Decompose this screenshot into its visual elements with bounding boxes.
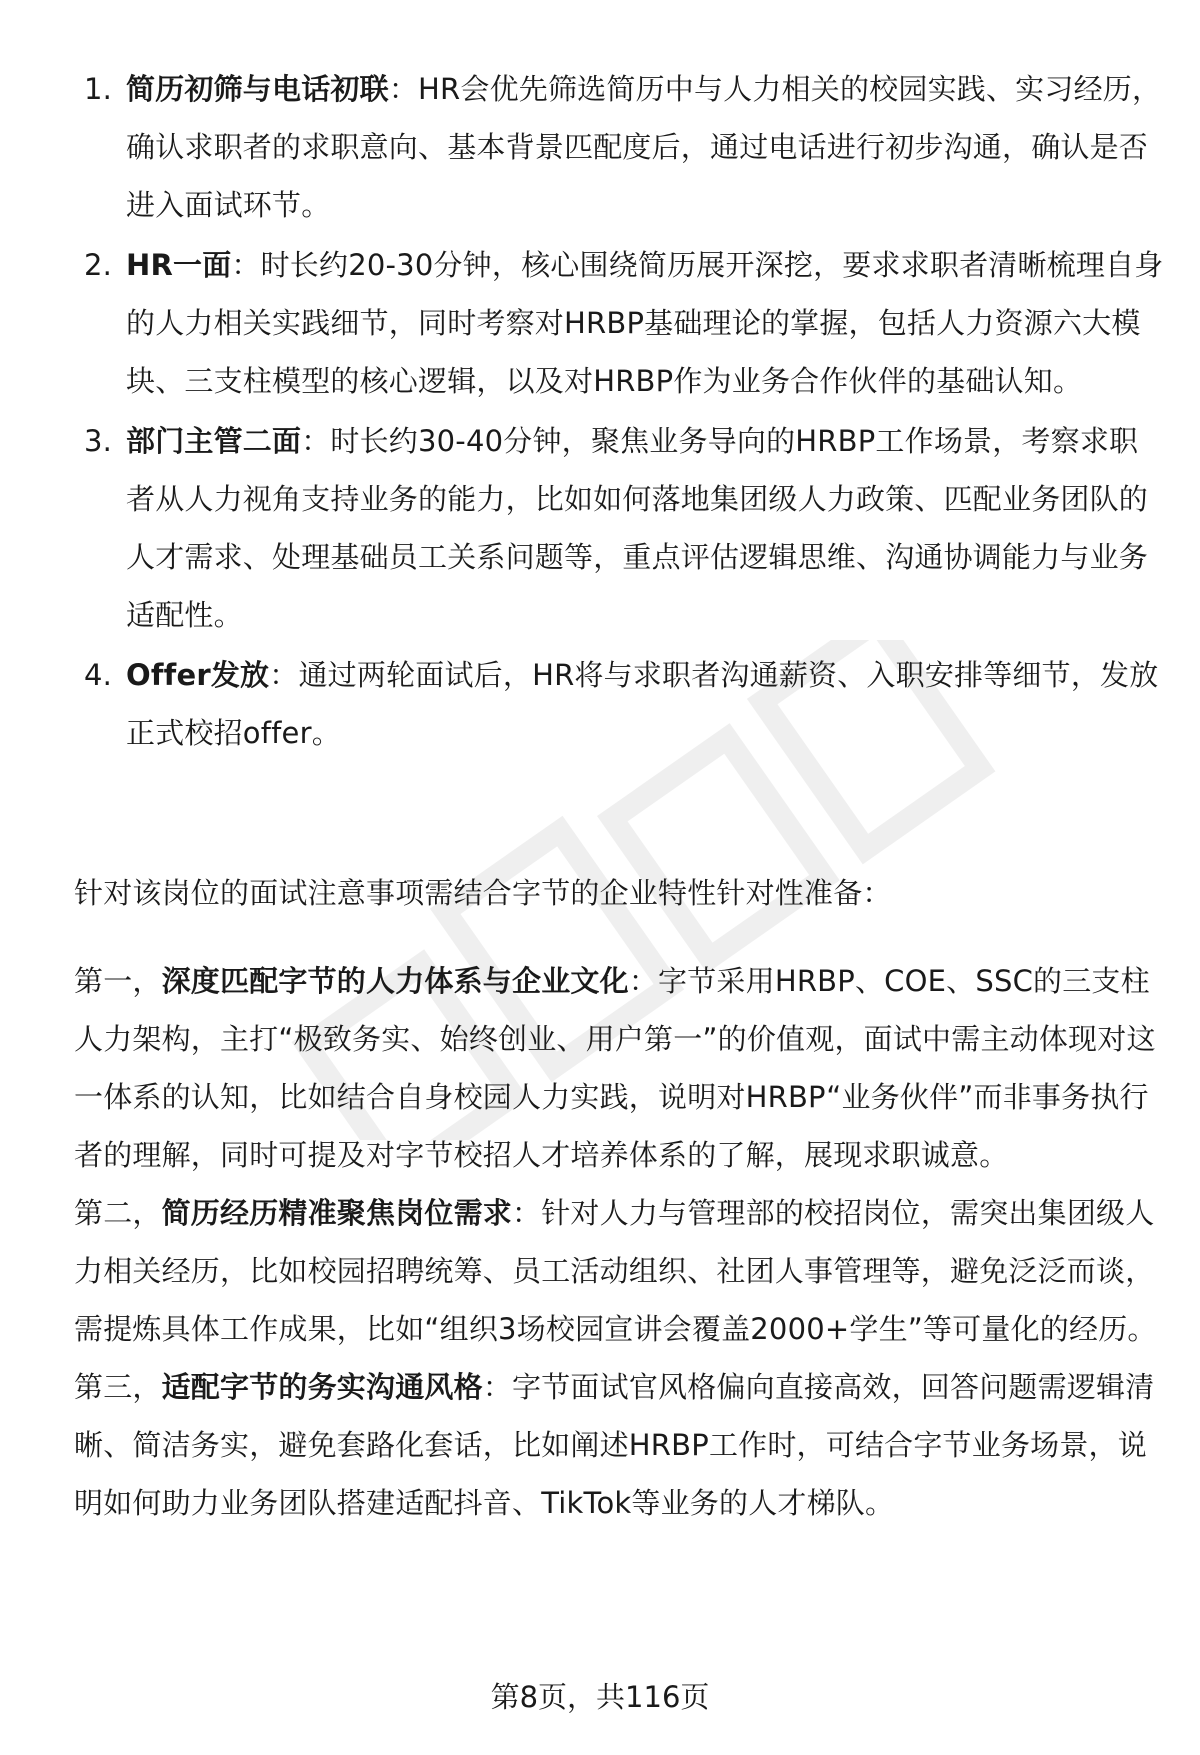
tip-paragraph — [74, 952, 1164, 1184]
step-title: 简历初筛与电话初联 — [126, 72, 389, 106]
step-title: 部门主管二面 — [126, 424, 302, 458]
step-colon: ： — [269, 658, 299, 692]
tip-title: 深度匹配字节的人力体系与企业文化 — [161, 964, 629, 998]
step-text — [126, 60, 1164, 234]
step-number: 1. — [84, 72, 113, 106]
process-steps-list — [74, 60, 1164, 764]
page-number-footer: 第8页，共116页 — [490, 1680, 710, 1714]
tip-body: 字节面试官风格偏向直接高效，回答问题需逻辑清晰、简洁务实，避免套路化套话，比如阐述HRBP工作时，可结合字节业务场景，说明如何助力业务团队搭建适配抖音、TikTok等业务的人才梯队。 — [74, 1370, 1155, 1520]
process-step — [74, 236, 1164, 410]
tip-colon: ： — [512, 1196, 542, 1230]
step-colon: ： — [301, 424, 331, 458]
tip-prefix: 第三， — [74, 1370, 162, 1404]
tip-title: 简历经历精准聚焦岗位需求 — [161, 1196, 513, 1230]
process-step — [74, 60, 1164, 234]
tip-body: 字节采用HRBP、COE、SSC的三支柱人力架构，主打“极致务实、始终创业、用户第一”的价值观，面试中需主动体现对这一体系的认知，比如结合自身校园人力实践，说明对HRBP“业务伙伴”而非事务执行者的理解，同时可提及对字节校招人才培养体系的了解，展现求职诚意。 — [74, 964, 1156, 1172]
step-title: Offer发放 — [126, 658, 270, 692]
step-colon: ： — [388, 72, 419, 106]
step-text — [126, 646, 1164, 762]
section-lead-paragraph: 针对该岗位的面试注意事项需结合字节的企业特性针对性准备： — [74, 876, 892, 910]
step-number: 2. — [84, 248, 113, 282]
step-body: HR会优先筛选简历中与人力相关的校园实践、实习经历，确认求职者的求职意向、基本背景匹配度后，通过电话进行初步沟通，确认是否进入面试环节。 — [126, 72, 1162, 222]
process-step — [74, 412, 1164, 644]
step-colon: ： — [231, 248, 261, 282]
tip-prefix: 第一， — [74, 964, 162, 998]
tip-title: 适配字节的务实沟通风格 — [161, 1370, 483, 1404]
step-body: 通过两轮面试后，HR将与求职者沟通薪资、入职安排等细节，发放正式校招offer。 — [126, 658, 1159, 750]
step-text — [126, 236, 1164, 410]
step-number: 4. — [84, 658, 113, 692]
tip-colon: ： — [482, 1370, 513, 1404]
step-text — [126, 412, 1164, 644]
tip-paragraph — [74, 1358, 1164, 1532]
step-title: HR一面 — [126, 248, 232, 282]
tip-prefix: 第二， — [74, 1196, 162, 1230]
interview-tips — [74, 952, 1164, 1532]
step-body: 时长约20-30分钟，核心围绕简历展开深挖，要求求职者清晰梳理自身的人力相关实践细节，同时考察对HRBP基础理论的掌握，包括人力资源六大模块、三支柱模型的核心逻辑，以及对HRBP作为业务合作伙伴的基础认知。 — [126, 248, 1164, 398]
step-number: 3. — [84, 424, 113, 458]
tip-body: 针对人力与管理部的校招岗位，需突出集团级人力相关经历，比如校园招聘统筹、员工活动组织、社团人事管理等，避免泛泛而谈，需提炼具体工作成果，比如“组织3场校园宣讲会覆盖2000+学生”等可量化的经历。 — [74, 1196, 1157, 1346]
process-step — [74, 646, 1164, 762]
tip-paragraph — [74, 1184, 1164, 1358]
step-body: 时长约30-40分钟，聚焦业务导向的HRBP工作场景，考察求职者从人力视角支持业务的能力，比如如何落地集团级人力政策、匹配业务团队的人才需求、处理基础员工关系问题等，重点评估逻辑思维、沟通协调能力与业务适配性。 — [126, 424, 1149, 632]
tip-colon: ： — [628, 964, 659, 998]
